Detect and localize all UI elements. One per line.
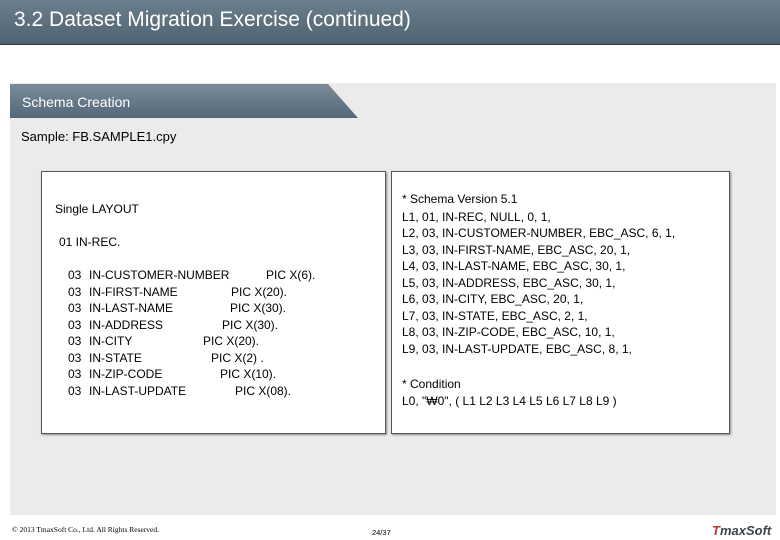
field-name: IN-STATE <box>89 350 142 365</box>
field-name: IN-ADDRESS <box>89 317 164 332</box>
schema-line: L5, 03, IN-ADDRESS, EBC_ASC, 30, 1, <box>402 275 616 290</box>
field-pic: PIC X(6). <box>266 268 316 282</box>
record-definition: 01 IN-REC. <box>59 235 121 249</box>
schema-box <box>391 171 730 434</box>
schema-line: L3, 03, IN-FIRST-NAME, EBC_ASC, 20, 1, <box>402 242 631 257</box>
field-pic: PIC X(20). <box>231 284 288 299</box>
field-level: 03 <box>68 383 82 398</box>
field-pic: PIC X(20). <box>203 334 260 348</box>
field-pic: PIC X(2) . <box>211 350 264 365</box>
schema-line: L1, 01, IN-REC, NULL, 0, 1, <box>402 209 551 224</box>
field-name: IN-FIRST-NAME <box>89 284 178 299</box>
layout-heading: Single LAYOUT <box>55 202 139 216</box>
field-name: IN-ZIP-CODE <box>89 367 163 381</box>
schema-line: L6, 03, IN-CITY, EBC_ASC, 20, 1, <box>402 292 584 306</box>
field-level: 03 <box>68 284 82 299</box>
field-name: IN-LAST-UPDATE <box>89 383 187 398</box>
schema-line: L8, 03, IN-ZIP-CODE, EBC_ASC, 10, 1, <box>402 325 615 339</box>
field-level: 03 <box>68 350 82 365</box>
field-level: 03 <box>68 301 82 315</box>
company-logo <box>712 523 771 538</box>
schema-heading: * Schema Version 5.1 <box>402 192 518 206</box>
field-name: IN-CITY <box>89 334 133 348</box>
field-name: IN-CUSTOMER-NUMBER <box>89 268 230 282</box>
title-bar <box>0 0 780 45</box>
schema-line: L2, 03, IN-CUSTOMER-NUMBER, EBC_ASC, 6, 1, <box>402 226 676 240</box>
field-level: 03 <box>68 334 82 348</box>
schema-line: L7, 03, IN-STATE, EBC_ASC, 2, 1, <box>402 308 588 323</box>
logo-text: maxSoft <box>719 523 772 538</box>
page-title: 3.2 Dataset Migration Exercise (continued) <box>14 8 411 31</box>
copyright-notice: © 2013 TmaxSoft Co., Ltd. All Rights Reserved. <box>12 525 160 534</box>
field-level: 03 <box>68 268 82 282</box>
schema-line: L9, 03, IN-LAST-UPDATE, EBC_ASC, 8, 1, <box>402 341 632 356</box>
sample-filename: Sample: FB.SAMPLE1.cpy <box>21 129 177 144</box>
field-pic: PIC X(30). <box>230 301 287 315</box>
field-name: IN-LAST-NAME <box>89 301 174 315</box>
field-pic: PIC X(08). <box>235 383 292 398</box>
logo-mark: T <box>712 523 720 538</box>
condition-heading: * Condition <box>402 377 461 391</box>
condition-text: L0, "₩0", ( L1 L2 L3 L4 L5 L6 L7 L8 L9 ) <box>402 394 617 408</box>
field-level: 03 <box>68 317 82 332</box>
page-number: 24/37 <box>372 528 391 537</box>
field-pic: PIC X(10). <box>220 367 277 381</box>
field-level: 03 <box>68 367 82 381</box>
section-header <box>10 84 358 118</box>
section-title: Schema Creation <box>22 94 131 110</box>
copybook-box <box>41 171 386 434</box>
schema-line: L4, 03, IN-LAST-NAME, EBC_ASC, 30, 1, <box>402 259 626 273</box>
field-pic: PIC X(30). <box>222 317 279 332</box>
